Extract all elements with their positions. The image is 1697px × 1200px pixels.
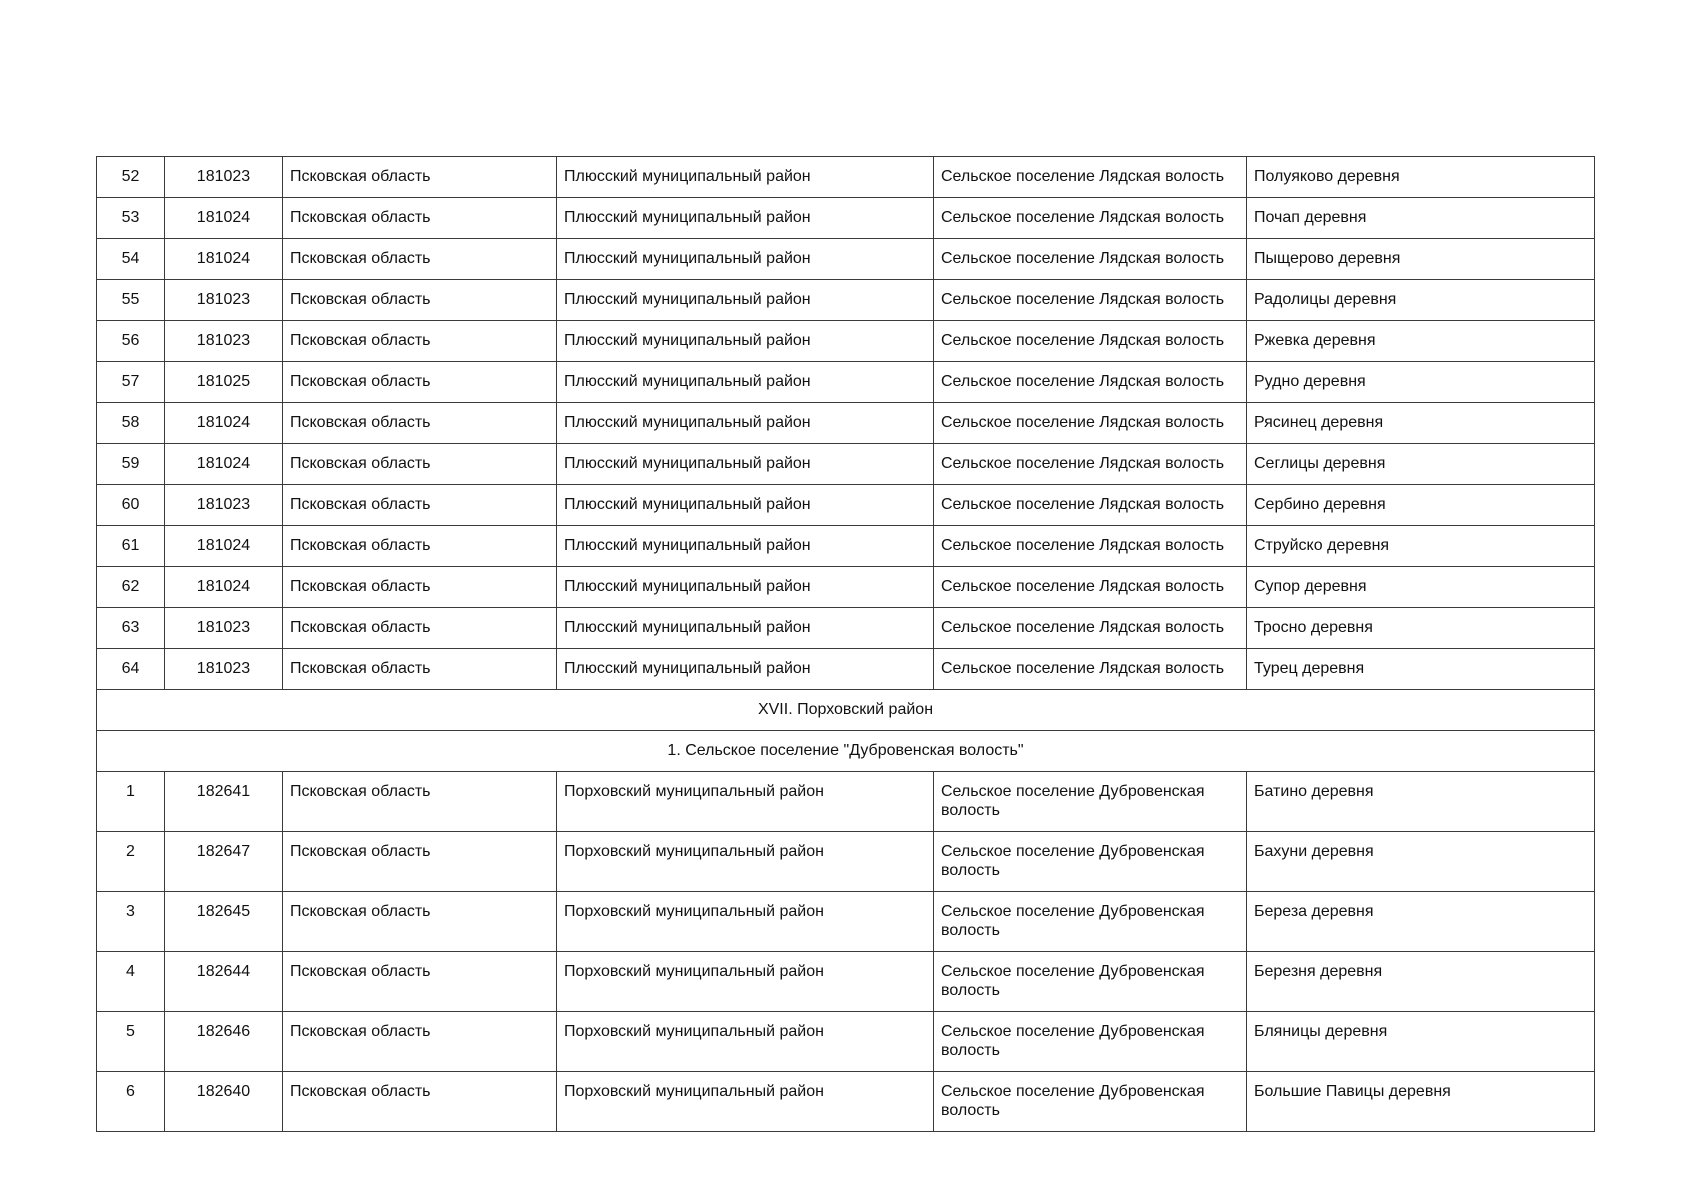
row-number-cell: 5 [97,1012,165,1072]
locality-cell: Полуяково деревня [1247,157,1595,198]
settlement-cell: Сельское поселение Лядская волость [934,403,1247,444]
settlement-cell: Сельское поселение Дубровенская волость [934,1012,1247,1072]
region-cell: Псковская область [283,772,557,832]
locality-cell: Рясинец деревня [1247,403,1595,444]
settlement-cell: Сельское поселение Лядская волость [934,649,1247,690]
table-row [97,1012,1595,1072]
district-cell: Плюсский муниципальный район [557,567,934,608]
section-row-settlement [97,731,1595,772]
district-cell: Плюсский муниципальный район [557,608,934,649]
region-cell: Псковская область [283,485,557,526]
row-number-cell: 63 [97,608,165,649]
settlement-cell: Сельское поселение Дубровенская волость [934,952,1247,1012]
row-number-cell: 62 [97,567,165,608]
postal-code-cell: 181023 [165,485,283,526]
settlement-cell: Сельское поселение Лядская волость [934,280,1247,321]
locality-cell: Сеглицы деревня [1247,444,1595,485]
region-cell: Псковская область [283,321,557,362]
district-cell: Порховский муниципальный район [557,772,934,832]
settlement-cell: Сельское поселение Дубровенская волость [934,832,1247,892]
row-number-cell: 64 [97,649,165,690]
district-cell: Порховский муниципальный район [557,892,934,952]
row-number-cell: 58 [97,403,165,444]
district-cell: Плюсский муниципальный район [557,362,934,403]
section-heading-district: XVII. Порховский район [97,690,1595,731]
region-cell: Псковская область [283,649,557,690]
district-cell: Плюсский муниципальный район [557,321,934,362]
region-cell: Псковская область [283,952,557,1012]
table-row [97,832,1595,892]
locality-cell: Супор деревня [1247,567,1595,608]
postal-code-cell: 181024 [165,198,283,239]
postal-code-cell: 182645 [165,892,283,952]
district-cell: Плюсский муниципальный район [557,444,934,485]
locality-cell: Пыщерово деревня [1247,239,1595,280]
region-cell: Псковская область [283,608,557,649]
district-cell: Плюсский муниципальный район [557,280,934,321]
district-cell: Порховский муниципальный район [557,952,934,1012]
table-body-porkhov [97,772,1595,1132]
row-number-cell: 4 [97,952,165,1012]
settlement-cell: Сельское поселение Лядская волость [934,362,1247,403]
row-number-cell: 57 [97,362,165,403]
postal-code-cell: 182646 [165,1012,283,1072]
locality-cell: Березня деревня [1247,952,1595,1012]
settlement-cell: Сельское поселение Лядская волость [934,157,1247,198]
table-row [97,362,1595,403]
district-cell: Порховский муниципальный район [557,1072,934,1132]
table-row [97,403,1595,444]
table-row [97,649,1595,690]
postal-code-cell: 181024 [165,526,283,567]
postal-code-cell: 181023 [165,280,283,321]
district-cell: Плюсский муниципальный район [557,526,934,567]
region-cell: Псковская область [283,239,557,280]
settlement-cell: Сельское поселение Лядская волость [934,485,1247,526]
postal-code-cell: 181024 [165,567,283,608]
district-cell: Порховский муниципальный район [557,1012,934,1072]
region-cell: Псковская область [283,567,557,608]
row-number-cell: 59 [97,444,165,485]
table-row [97,952,1595,1012]
region-cell: Псковская область [283,157,557,198]
locality-cell: Большие Павицы деревня [1247,1072,1595,1132]
locality-cell: Тросно деревня [1247,608,1595,649]
region-cell: Псковская область [283,444,557,485]
region-cell: Псковская область [283,1012,557,1072]
district-cell: Плюсский муниципальный район [557,239,934,280]
settlement-cell: Сельское поселение Лядская волость [934,526,1247,567]
district-cell: Плюсский муниципальный район [557,485,934,526]
region-cell: Псковская область [283,280,557,321]
settlement-cell: Сельское поселение Лядская волость [934,567,1247,608]
settlement-cell: Сельское поселение Лядская волость [934,608,1247,649]
table-body-plyussa [97,157,1595,690]
region-cell: Псковская область [283,362,557,403]
table-row [97,1072,1595,1132]
row-number-cell: 2 [97,832,165,892]
region-cell: Псковская область [283,892,557,952]
district-cell: Плюсский муниципальный район [557,649,934,690]
postal-code-cell: 181023 [165,608,283,649]
postal-code-cell: 181024 [165,239,283,280]
table-row [97,567,1595,608]
row-number-cell: 56 [97,321,165,362]
settlement-cell: Сельское поселение Лядская волость [934,321,1247,362]
table-row [97,280,1595,321]
region-cell: Псковская область [283,526,557,567]
region-cell: Псковская область [283,198,557,239]
table-row [97,321,1595,362]
postal-code-cell: 182647 [165,832,283,892]
locality-cell: Струйско деревня [1247,526,1595,567]
locality-cell: Почап деревня [1247,198,1595,239]
district-cell: Плюсский муниципальный район [557,403,934,444]
locality-cell: Сербино деревня [1247,485,1595,526]
settlement-cell: Сельское поселение Лядская волость [934,239,1247,280]
settlement-cell: Сельское поселение Лядская волость [934,198,1247,239]
postal-code-cell: 181024 [165,403,283,444]
locality-cell: Турец деревня [1247,649,1595,690]
row-number-cell: 3 [97,892,165,952]
postal-code-cell: 181023 [165,649,283,690]
settlement-cell: Сельское поселение Дубровенская волость [934,1072,1247,1132]
row-number-cell: 60 [97,485,165,526]
locality-cell: Батино деревня [1247,772,1595,832]
district-cell: Порховский муниципальный район [557,832,934,892]
row-number-cell: 55 [97,280,165,321]
postal-code-cell: 182641 [165,772,283,832]
postal-code-cell: 182644 [165,952,283,1012]
table-row [97,198,1595,239]
row-number-cell: 53 [97,198,165,239]
region-cell: Псковская область [283,1072,557,1132]
locality-cell: Береза деревня [1247,892,1595,952]
section-headings [97,690,1595,772]
district-cell: Плюсский муниципальный район [557,198,934,239]
postal-code-cell: 181025 [165,362,283,403]
district-cell: Плюсский муниципальный район [557,157,934,198]
table-row [97,444,1595,485]
settlement-cell: Сельское поселение Дубровенская волость [934,772,1247,832]
row-number-cell: 54 [97,239,165,280]
row-number-cell: 52 [97,157,165,198]
postal-code-cell: 182640 [165,1072,283,1132]
locality-cell: Рудно деревня [1247,362,1595,403]
table-row [97,772,1595,832]
settlement-registry-table [96,156,1595,1132]
row-number-cell: 61 [97,526,165,567]
row-number-cell: 6 [97,1072,165,1132]
region-cell: Псковская область [283,832,557,892]
settlement-cell: Сельское поселение Дубровенская волость [934,892,1247,952]
locality-cell: Радолицы деревня [1247,280,1595,321]
locality-cell: Бляницы деревня [1247,1012,1595,1072]
section-heading-settlement: 1. Сельское поселение "Дубровенская волость" [97,731,1595,772]
table-row [97,485,1595,526]
row-number-cell: 1 [97,772,165,832]
region-cell: Псковская область [283,403,557,444]
postal-code-cell: 181023 [165,157,283,198]
table-row [97,608,1595,649]
section-row-district [97,690,1595,731]
postal-code-cell: 181024 [165,444,283,485]
postal-code-cell: 181023 [165,321,283,362]
settlement-cell: Сельское поселение Лядская волость [934,444,1247,485]
locality-cell: Бахуни деревня [1247,832,1595,892]
table-row [97,526,1595,567]
table-row [97,239,1595,280]
table-row [97,892,1595,952]
table-row [97,157,1595,198]
locality-cell: Ржевка деревня [1247,321,1595,362]
